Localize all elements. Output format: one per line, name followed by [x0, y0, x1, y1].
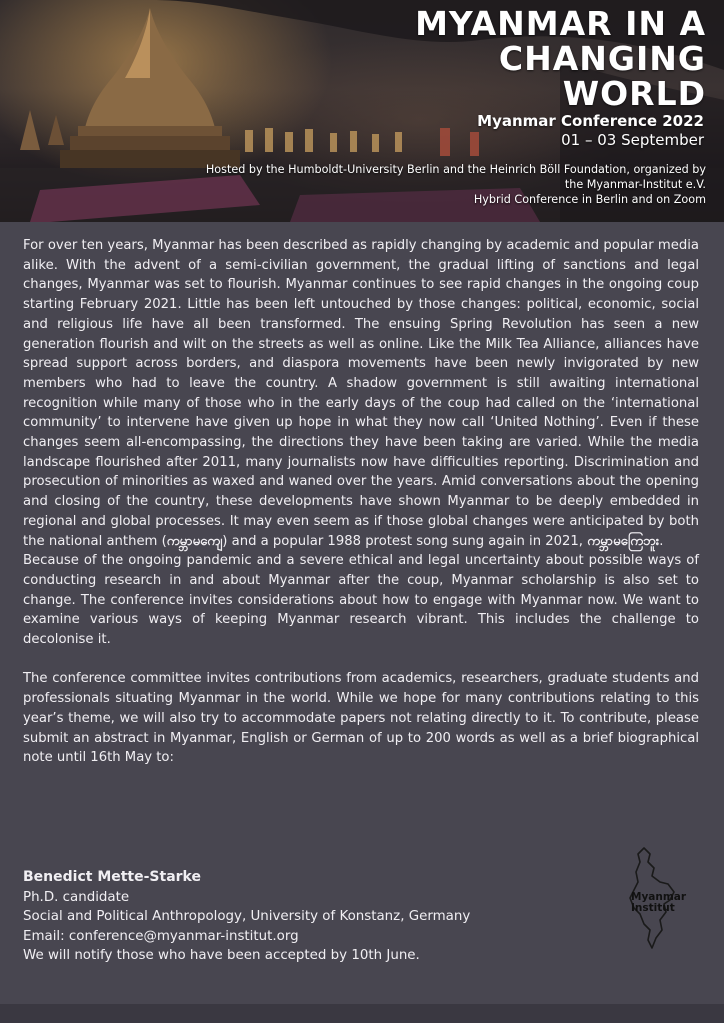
- protest-song-title: ကမ္ဘာမကြေဘူး: [587, 533, 660, 549]
- host-line-2: the Myanmar-Institut e.V.: [564, 178, 706, 191]
- host-line-3: Hybrid Conference in Berlin and on Zoom: [473, 193, 706, 206]
- intro-text-cont: ) and a popular 1988 protest song sung again in 2021,: [222, 533, 588, 549]
- national-anthem-title: ကမ္ဘာမကျေ: [166, 533, 223, 549]
- conference-dates: 01 – 03 September: [561, 131, 704, 149]
- host-info: [16, 162, 706, 207]
- bottom-bar: [0, 1004, 724, 1023]
- conference-title: [306, 6, 706, 111]
- contact-email[interactable]: Email: conference@myanmar-institut.org: [23, 928, 299, 944]
- conference-info: [477, 112, 704, 150]
- call-for-papers-text: [23, 236, 699, 768]
- title-line-3: WORLD: [562, 74, 706, 113]
- paragraph-scholarship: Because of the ongoing pandemic and a severe ethical and legal uncertainty about possible ways of conducting research in and about Myanmar after the coup, Myanmar scholarship is also set to change. The conference invites considerations about how to engage with Myanmar now. We want to examine various ways of keeping Myanmar research vibrant. This includes the challenge to decolonise it.: [23, 553, 699, 648]
- header-banner: [0, 0, 724, 222]
- logo-line-1: Myanmar: [631, 891, 687, 903]
- title-line-1: MYANMAR IN A: [415, 4, 706, 43]
- contact-role: Ph.D. candidate: [23, 889, 130, 905]
- notification-note: We will notify those who have been accepted by 10th June.: [23, 948, 420, 964]
- intro-text-end: .: [659, 533, 664, 549]
- paragraph-intro: [23, 236, 699, 551]
- paragraph-contributions: The conference committee invites contributions from academics, researchers, graduate students and professionals situating Myanmar in the world. While we hope for many contributions relating to this year’s theme, we will also try to accommodate papers not relating directly to it. To contribute, please submit an abstract in Myanmar, English or German of up to 200 words as well as a brief biographical note until 16th May to:: [23, 671, 699, 766]
- host-line-1: Hosted by the Humboldt-University Berlin and the Heinrich Böll Foundation, organized by: [205, 163, 706, 176]
- logo-text: [631, 892, 686, 914]
- contact-name: Benedict Mette-Starke: [23, 869, 201, 885]
- contact-block: [23, 868, 583, 966]
- logo-line-2: Institut: [631, 902, 675, 914]
- contact-affiliation: Social and Political Anthropology, University of Konstanz, Germany: [23, 909, 471, 925]
- title-line-2: CHANGING: [498, 39, 706, 78]
- intro-text: For over ten years, Myanmar has been described as rapidly changing by academic and popular media alike. With the advent of a semi-civilian government, the gradual lifting of sanctions and legal changes, Myanmar was set to flourish. Myanmar continues to see rapid changes in the ongoing coup starting February 2021. Little has been left untouched by those changes: political, economic, social and religious life have all been transformed. The ensuing Spring Revolution has seen a new generation flourish and wilt on the streets as well as online. Like the Milk Tea Alliance, alliances have spread support across borders, and diaspora movements have been newly invigorated by new members who had to leave the country. A shadow government is still awaiting international recognition while many of those who in the early days of the coup had called on the ‘international community’ to intervene have given up hope in what they now call ‘United Nothing’. Even if these changes seem all-encompassing, the directions they have been taking are varied. While the media landscape flourished after 2011, many journalists now have difficulties reporting. Discrimination and prosecution of minorities as waxed and waned over the years. Amid conversations about the opening and closing of the country, these developments have shown Myanmar to be deeply embedded in regional and global processes. It may even seem as if those global changes were anticipated by both the national anthem (: [23, 238, 699, 549]
- conference-name: Myanmar Conference 2022: [477, 112, 704, 130]
